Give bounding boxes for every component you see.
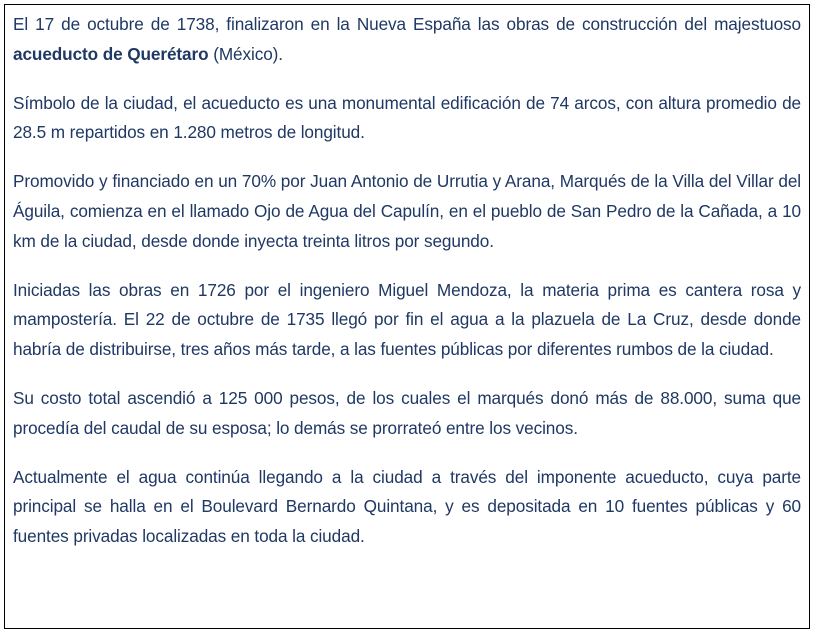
intro-text: El 17 de octubre de 1738, finalizaron en la Nueva España las obras de construcción del majestuoso — [13, 14, 801, 34]
paragraph-intro — [13, 10, 801, 70]
text-box — [4, 4, 810, 629]
highlight-aqueduct-name: acueducto de Querétaro — [13, 43, 209, 64]
intro-text-end: (México). — [208, 43, 283, 64]
paragraph-funding: Promovido y financiado en un 70% por Juan Antonio de Urrutia y Arana, Marqués de la Villa del Villar del Águila, comienza en el llamado Ojo de Agua del Capulín, en el pueblo de San Pedro de la Cañada, a 10 km de la ciudad, desde donde inyecta treinta litros por segundo. — [13, 171, 801, 251]
paragraph-symbol: Símbolo de la ciudad, el acueducto es una monumental edificación de 74 arcos, con altura promedio de 28.5 m repartidos en 1.280 metros de longitud. — [13, 92, 801, 143]
paragraph-current: Actualmente el agua continúa llegando a la ciudad a través del imponente acueducto, cuya parte principal se halla en el Boulevard Bernardo Quintana, y es depositada en 10 fuentes públicas y 60 fuentes privadas localizadas en toda la ciudad. — [13, 466, 801, 547]
paragraph-construction: Iniciadas las obras en 1726 por el ingeniero Miguel Mendoza, la materia prima es cantera rosa y mampostería. El 22 de octubre de 1735 llegó por fin el agua a la plazuela de La Cruz, desde donde habría de distribuirse, tres años más tarde, a las fuentes públicas por diferentes rumbos de la ciudad. — [13, 279, 801, 360]
paragraph-cost: Su costo total ascendió a 125 000 pesos, de los cuales el marqués donó más de 88.000, suma que procedía del caudal de su esposa; lo demás se prorrateó entre los vecinos. — [13, 387, 801, 438]
